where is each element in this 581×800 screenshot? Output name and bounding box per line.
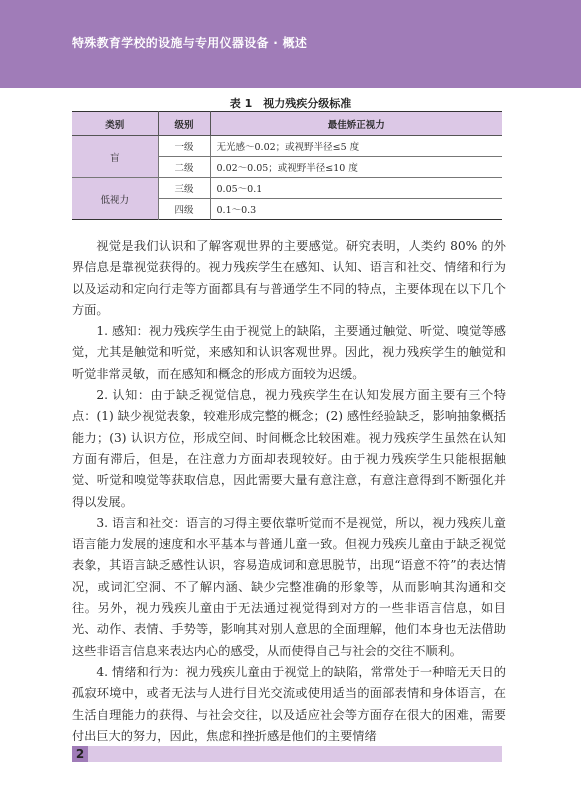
category-cell: 盲: [72, 136, 158, 178]
running-header-title: 特殊教育学校的设施与专用仪器设备 · 概述: [72, 36, 308, 50]
paragraph-perception: 1. 感知：视力残疾学生由于视觉上的缺陷，主要通过触觉、听觉、嗅觉等感觉，尤其是触觉和听觉，来感知和认识客观世界。因此，视力残疾学生的触觉和听觉非常灵敏，而在感知和概念的形成方面较为迟缓。: [72, 324, 506, 381]
level-cell: 四级: [158, 199, 210, 220]
column-header: 最佳矫正视力: [210, 112, 502, 136]
acuity-cell: 0.02～0.05；或视野半径≤10 度: [210, 157, 502, 178]
paragraph-language-social: 3. 语言和社交：语言的习得主要依靠听觉而不是视觉，所以，视力残疾儿童语言能力发展的速度和水平基本与普通儿童一致。但视力残疾儿童由于缺乏视觉表象，其语言缺乏感性认识，容易造成词和意思脱节，出现“语意不符”的表达情况，或词汇空洞、不了解内涵、缺少完整准确的形象等，从而影响其沟通和交往。另外，视力残疾儿童由于无法通过视觉得到对方的一些非语言信息，如目光、动作、表情、手势等，影响其对别人意思的全面理解，他们本身也无法借助这些非语言信息来表达内心的感受，从而使得自己与社会的交往不顺利。: [72, 515, 506, 658]
acuity-cell: 无光感～0.02；或视野半径≤5 度: [210, 136, 502, 157]
level-cell: 二级: [158, 157, 210, 178]
category-cell: 低视力: [72, 178, 158, 220]
table-caption: 表 1 视力残疾分级标准: [229, 97, 352, 110]
acuity-cell: 0.05～0.1: [210, 178, 502, 199]
level-cell: 一级: [158, 136, 210, 157]
page-number: 2: [72, 746, 88, 762]
paragraph-emotion-behavior: 4. 情绪和行为：视力残疾儿童由于视觉上的缺陷，常常处于一种暗无天日的孤寂环境中，或者无法与人进行目光交流或使用适当的面部表情和身体语言，在生活自理能力的获得、与社会交往，以及适应社会等方面存在很大的困难，需要付出巨大的努力，因此，焦虑和挫折感是他们的主要情绪: [72, 664, 506, 743]
column-header: 类别: [72, 112, 158, 136]
footer-bar: [72, 746, 502, 762]
table-row: [72, 178, 502, 199]
paragraph-intro: 视觉是我们认识和了解客观世界的主要感觉。研究表明，人类约 80% 的外界信息是靠视觉获得的。视力残疾学生在感知、认知、语言和社交、情绪和行为以及运动和定向行走等方面都具有与普通学生不同的特点，主要体现在以下几个方面。: [72, 239, 506, 317]
vision-grade-table: [72, 111, 502, 220]
header-band: [0, 0, 581, 88]
column-header: 级别: [158, 112, 210, 136]
body-text: [72, 236, 506, 747]
level-cell: 三级: [158, 178, 210, 199]
table-header-row: [72, 112, 502, 136]
acuity-cell: 0.1～0.3: [210, 199, 502, 220]
table-row: [72, 136, 502, 157]
paragraph-cognition: 2. 认知：由于缺乏视觉信息，视力残疾学生在认知发展方面主要有三个特点：(1) 缺少视觉表象，较难形成完整的概念；(2) 感性经验缺乏，影响抽象概括能力；(3) 认识方位，形成空间、时间概念比较困难。视力残疾学生虽然在认知方面有滞后，但是，在注意力方面却表现较好。由于视力残疾学生只能根据触觉、听觉和嗅觉等获取信息，因此需要大量有意注意，有意注意得到不断强化并得以发展。: [72, 388, 506, 509]
